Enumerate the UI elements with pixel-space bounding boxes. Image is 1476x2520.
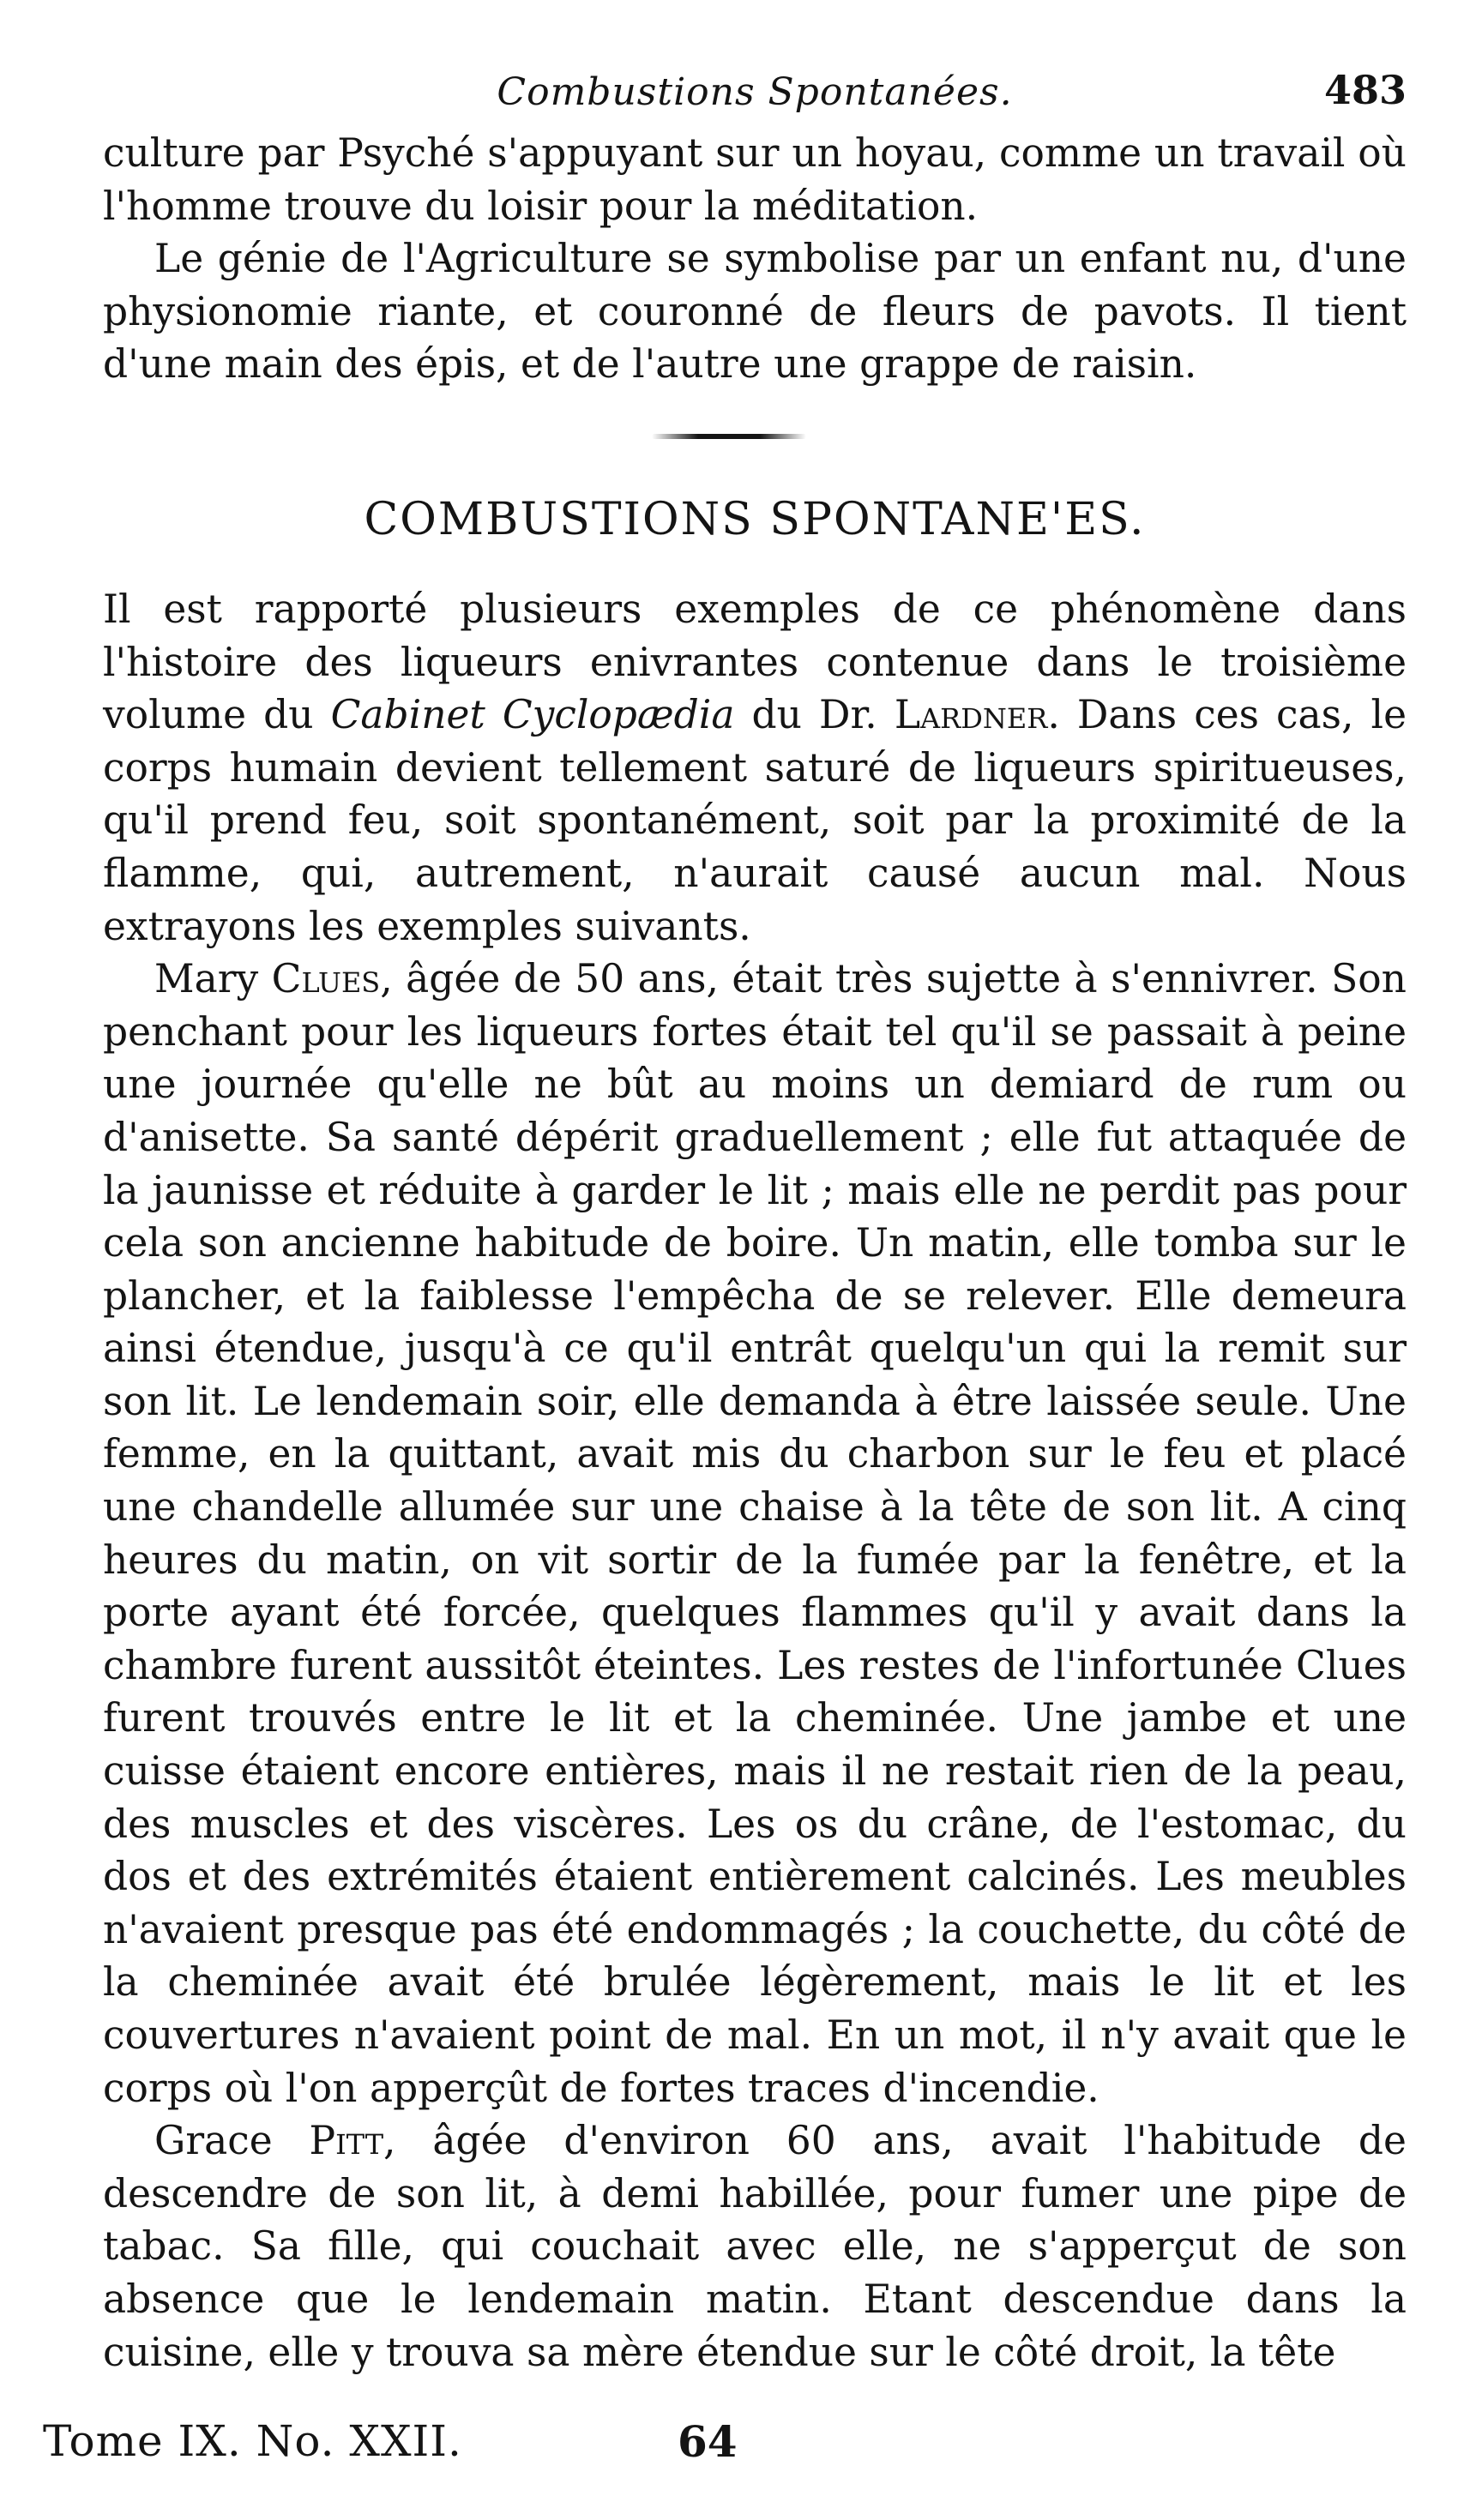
case-paragraph-pitt bbox=[103, 2114, 1407, 2379]
continued-paragraph: culture par Psyché s'appuyant sur un hoyau, comme un travail où l'homme trouve du loisir pour la méditation. bbox=[103, 130, 1407, 229]
agriculture-paragraph: Le génie de l'Agriculture se symbolise par un enfant nu, d'une physionomie riante, et couronné de fleurs de pavots. Il tient d'une main des épis, et de l'autre une grappe de raisin. bbox=[103, 236, 1407, 388]
case-1-first-name: Mary bbox=[154, 956, 272, 1002]
intro-paragraph bbox=[103, 583, 1407, 953]
book-page bbox=[103, 51, 1407, 2487]
intro-text-1: Il est rapporté plusieurs exemples de ce phénomène dans l'histoire des liqueurs enivrantes contenue dans le troisième volume du bbox=[103, 586, 1407, 738]
signature-mark: 64 bbox=[678, 2416, 738, 2467]
page-number: 483 bbox=[1323, 67, 1407, 113]
section-title: COMBUSTIONS SPONTANE'ES. bbox=[364, 493, 1146, 545]
case-1-surname: Clues bbox=[271, 956, 381, 1002]
ornamental-rule bbox=[652, 434, 806, 439]
case-2-surname: Pitt bbox=[309, 2118, 384, 2164]
case-1-text: , âgée de 50 ans, était très sujette à s'ennivrer. Son penchant pour les liqueurs fortes était tel qu'il se passait à peine une journée qu'elle ne bût au moins un demiard de rum ou d'anisette. Sa santé dépérit graduellement ; elle fut attaquée de la jaunisse et réduite à garder le lit ; mais elle ne perdit pas pour cela son ancienne habitude de boire. Un matin, elle tomba sur le plancher, et la faiblesse l'empêcha de se relever. Elle demeura ainsi étendue, jusqu'à ce qu'il entrât quelqu'un qui la remit sur son lit. Le lendemain soir, elle demanda à être laissée seule. Une femme, en la quittant, avait mis du charbon sur le feu et placé une chandelle allumée sur une chaise à la tête de son lit. A cinq heures du matin, on vit sortir de la fumée par la fenêtre, et la porte ayant été forcée, quelques flammes qu'il y avait dans la chambre furent aussitôt éteintes. Les restes de l'infortunée Clues furent trouvés entre le lit et la cheminée. Une jambe et une cuisse étaient encore entières, mais il ne restait rien de la peau, des muscles et des viscères. Les os du crâne, de l'estomac, du dos et des extrémités étaient entièrement calcinés. Les meubles n'avaient presque pas été endommagés ; la couchette, du côté de la cheminée avait été brulée légèrement, mais le lit et les couvertures n'avaient point de mal. En un mot, il n'y avait que le corps où l'on apperçût de fortes traces d'incendie. bbox=[103, 956, 1407, 2111]
case-2-text: , âgée d'environ 60 ans, avait l'habitude de descendre de son lit, à demi habillée, pour fumer une pipe de tabac. Sa fille, qui couchait avec elle, ne s'apperçut de son absence que le lendemain matin. Etant descendue dans la cuisine, elle y trouva sa mère étendue sur le côté droit, la tête bbox=[103, 2118, 1407, 2375]
case-2-first-name: Grace bbox=[154, 2118, 310, 2164]
case-paragraph-clues bbox=[103, 953, 1407, 2114]
running-head bbox=[103, 51, 1407, 120]
cited-work-title: Cabinet Cyclopædia bbox=[330, 692, 735, 738]
intro-text-3: . Dans ces cas, le corps humain devient tellement saturé de liqueurs spiritueuses, qu'il prend feu, soit spontanément, soit par la proximité de la flamme, qui, autrement, n'aurait causé aucun mal. Nous extrayons les exemples suivants. bbox=[103, 692, 1407, 949]
section-divider bbox=[103, 391, 1407, 487]
intro-text-2: du Dr. bbox=[734, 692, 895, 738]
signature-line: Tome IX. No. XXII. bbox=[43, 2416, 462, 2466]
cited-author: Lardner bbox=[894, 692, 1048, 738]
running-title: Combustions Spontanées. bbox=[497, 70, 1013, 114]
